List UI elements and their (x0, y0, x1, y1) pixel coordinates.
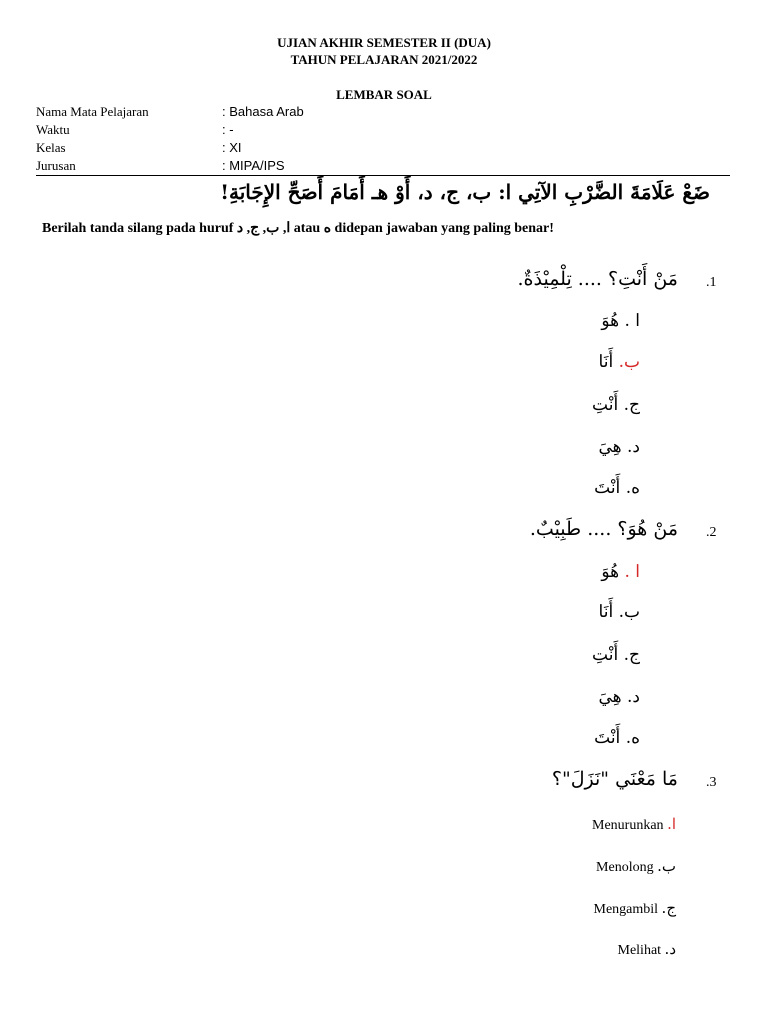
option-text: هِيَ (598, 687, 622, 707)
question-3-text: مَا مَعْنَي "نَزَلَ"؟ (551, 768, 678, 790)
option-text: Mengambil (593, 902, 659, 917)
option-letter-marked: ا . (624, 562, 640, 582)
option-text: أَنْتَ (594, 478, 621, 498)
question-1-option-d (598, 437, 640, 457)
question-1-option-a (601, 311, 640, 331)
meta-value-time: : - (222, 122, 234, 137)
option-text: هُوَ (601, 311, 620, 331)
option-text: Melihat (617, 943, 662, 958)
question-2-option-c (592, 645, 640, 665)
question-3-option-d (618, 940, 677, 959)
instruction-indonesian: Berilah tanda silang pada huruf ا, ب, ج, د atau ه didepan jawaban yang paling benar! (42, 221, 554, 236)
option-letter-marked: ا. (667, 815, 676, 833)
exam-title: UJIAN AKHIR SEMESTER II (DUA) (277, 35, 491, 50)
option-text: Menolong (596, 860, 654, 875)
question-3-option-b (596, 857, 676, 876)
option-letter: ه. (625, 728, 640, 748)
instruction-arabic: ضَعْ عَلَامَةَ الضَّرْبِ الآتِي ا: ب، ج، د، أَوْ هـ أَمَامَ أَصَحِّ الإِجَابَةِ! (220, 180, 710, 204)
option-letter: ج. (661, 899, 676, 917)
option-text: هِيَ (598, 437, 622, 457)
question-2-option-e (594, 728, 640, 748)
meta-value-major: : MIPA/IPS (222, 158, 285, 173)
question-2-number: .2 (706, 525, 717, 540)
option-letter: ج. (623, 395, 640, 415)
question-1-text: مَنْ أَنْتِ؟ .... تِلْمِيْذَةٌ. (517, 268, 678, 290)
option-letter: ا . (624, 311, 640, 331)
question-2-option-b (599, 602, 640, 622)
option-letter: د. (664, 940, 676, 958)
question-3-number: .3 (706, 775, 717, 790)
question-2-text: مَنْ هُوَ؟ .... طَبِيْبٌ. (529, 518, 678, 540)
question-3-option-a (592, 815, 676, 834)
meta-label-time: Waktu (36, 122, 70, 137)
option-letter: د. (627, 437, 640, 457)
option-letter: ه. (625, 478, 640, 498)
header-divider (36, 175, 730, 176)
academic-year: TAHUN PELAJARAN 2021/2022 (290, 52, 478, 67)
option-text: أَنْتِ (592, 645, 619, 665)
question-1-option-c (592, 395, 640, 415)
question-2-option-a (601, 562, 640, 582)
option-letter: ب. (657, 857, 676, 875)
option-letter: ج. (623, 645, 640, 665)
question-3-option-c (594, 899, 677, 918)
question-1-number: .1 (706, 275, 717, 290)
option-text: أَنْتَ (594, 728, 621, 748)
meta-value-class: : XI (222, 140, 242, 155)
option-text: Menurunkan (592, 818, 664, 833)
meta-label-subject: Nama Mata Pelajaran (36, 104, 149, 119)
option-text: هُوَ (601, 562, 620, 582)
question-2-option-d (598, 687, 640, 707)
option-letter: د. (627, 687, 640, 707)
option-text: أَنَا (598, 602, 614, 622)
meta-label-major: Jurusan (36, 158, 76, 173)
option-letter-marked: ب. (618, 352, 640, 372)
question-1-option-b (599, 352, 640, 372)
meta-label-class: Kelas (36, 140, 66, 155)
question-1-option-e (594, 478, 640, 498)
option-text: أَنْتِ (592, 395, 619, 415)
option-letter: ب. (618, 602, 640, 622)
option-text: أَنَا (598, 352, 614, 372)
meta-value-subject: : Bahasa Arab (222, 104, 304, 119)
sheet-title: LEMBAR SOAL (336, 87, 432, 102)
